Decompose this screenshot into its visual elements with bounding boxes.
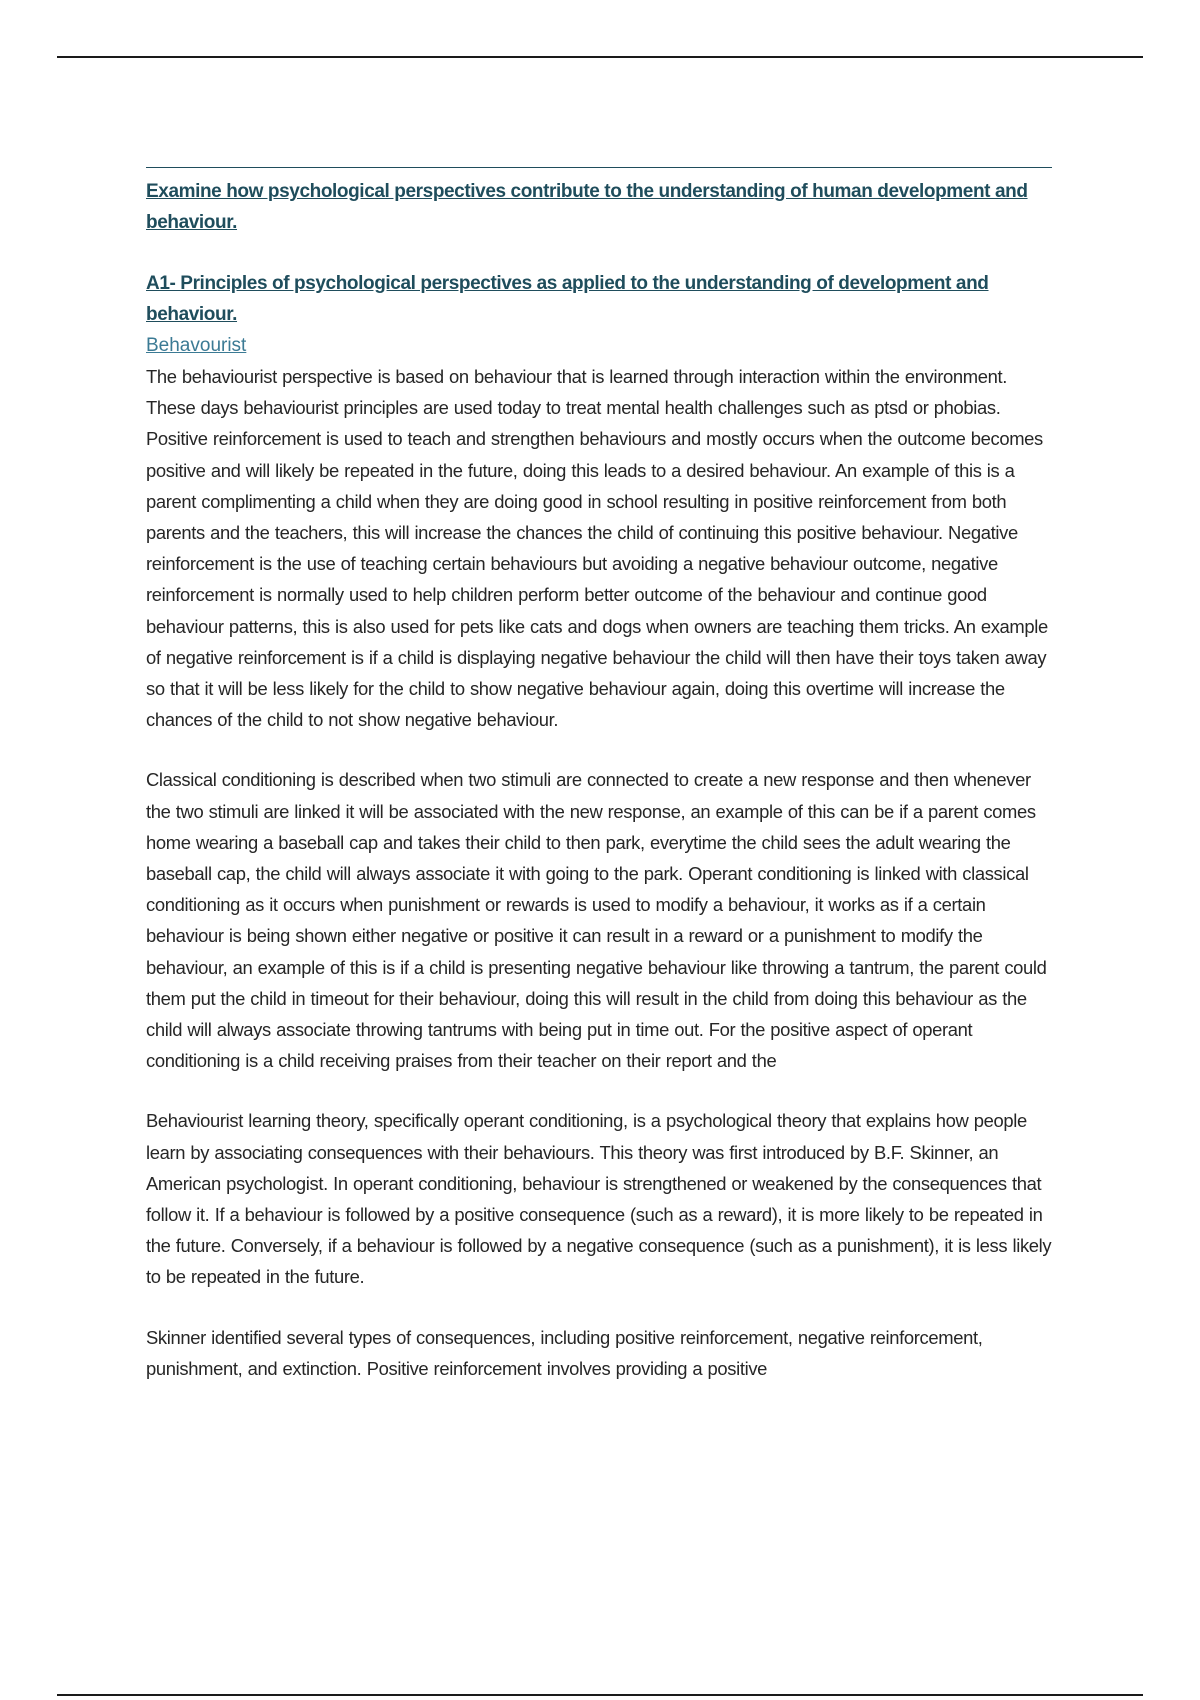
heading-top-rule — [146, 167, 1052, 168]
page-top-rule — [57, 56, 1143, 58]
paragraph-behaviourist: The behaviourist perspective is based on behaviour that is learned through interaction within the environment. These days behaviourist principles are used today to treat mental health challenges such as ptsd or phobias. Positive reinforcement is used to teach and strengthen behaviours and mostly occurs when the outcome becomes positive and will likely be repeated in the future, doing this leads to a desired behaviour. An example of this is a parent complimenting a child when they are doing good in school resulting in positive reinforcement from both parents and the teachers, this will increase the chances the child of continuing this positive behaviour. Negative reinforcement is the use of teaching certain behaviours but avoiding a negative behaviour outcome, negative reinforcement is normally used to help children perform better outcome of the behaviour and continue good behaviour patterns, this is also used for pets like cats and dogs when owners are teaching them tricks. An example of negative reinforcement is if a child is displaying negative behaviour the child will then have their toys taken away so that it will be less likely for the child to show negative behaviour again, doing this overtime will increase the chances of the child to not show negative behaviour. — [146, 366, 1048, 731]
page-bottom-rule — [57, 1694, 1143, 1696]
paragraph-skinner-consequences: Skinner identified several types of consequences, including positive reinforcement, negative reinforcement, punishment, and extinction. Positive reinforcement involves providing a positive — [146, 1326, 983, 1379]
document-title-heading: Examine how psychological perspectives contribute to the understanding of human development and behaviour. — [146, 181, 1028, 233]
subsection-heading: Behavourist — [146, 335, 247, 356]
paragraph-learning-theory: Behaviourist learning theory, specifically operant conditioning, is a psychological theory that explains how people learn by associating consequences with their behaviours. This theory was first introduced by B.F. Skinner, an American psychologist. In operant conditioning, behaviour is strengthened or weakened by the consequences that follow it. If a behaviour is followed by a positive consequence (such as a reward), it is more likely to be repeated in the future. Conversely, if a behaviour is followed by a negative consequence (such as a punishment), it is less likely to be repeated in the future. — [146, 1110, 1052, 1288]
paragraph-classical-conditioning: Classical conditioning is described when two stimuli are connected to create a new response and then whenever the two stimuli are linked it will be associated with the new response, an example of this can be if a parent comes home wearing a baseball cap and takes their child to then park, everytime the child sees the adult wearing the baseball cap, the child will always associate it with going to the park. Operant conditioning is linked with classical conditioning as it occurs when punishment or rewards is used to modify a behaviour, it works as if a certain behaviour is being shown either negative or positive it can result in a reward or a punishment to modify the behaviour, an example of this is if a child is presenting negative behaviour like throwing a tantrum, the parent could them put the child in timeout for their behaviour, doing this will result in the child from doing this behaviour as the child will always associate throwing tantrums with being put in time out. For the positive aspect of operant conditioning is a child receiving praises from their teacher on their report and the — [146, 769, 1047, 1072]
section-heading: A1- Principles of psychological perspectives as applied to the understanding of development and behaviour. — [146, 273, 989, 325]
heading-spacer — [146, 238, 1052, 268]
document-body — [146, 176, 1052, 1384]
